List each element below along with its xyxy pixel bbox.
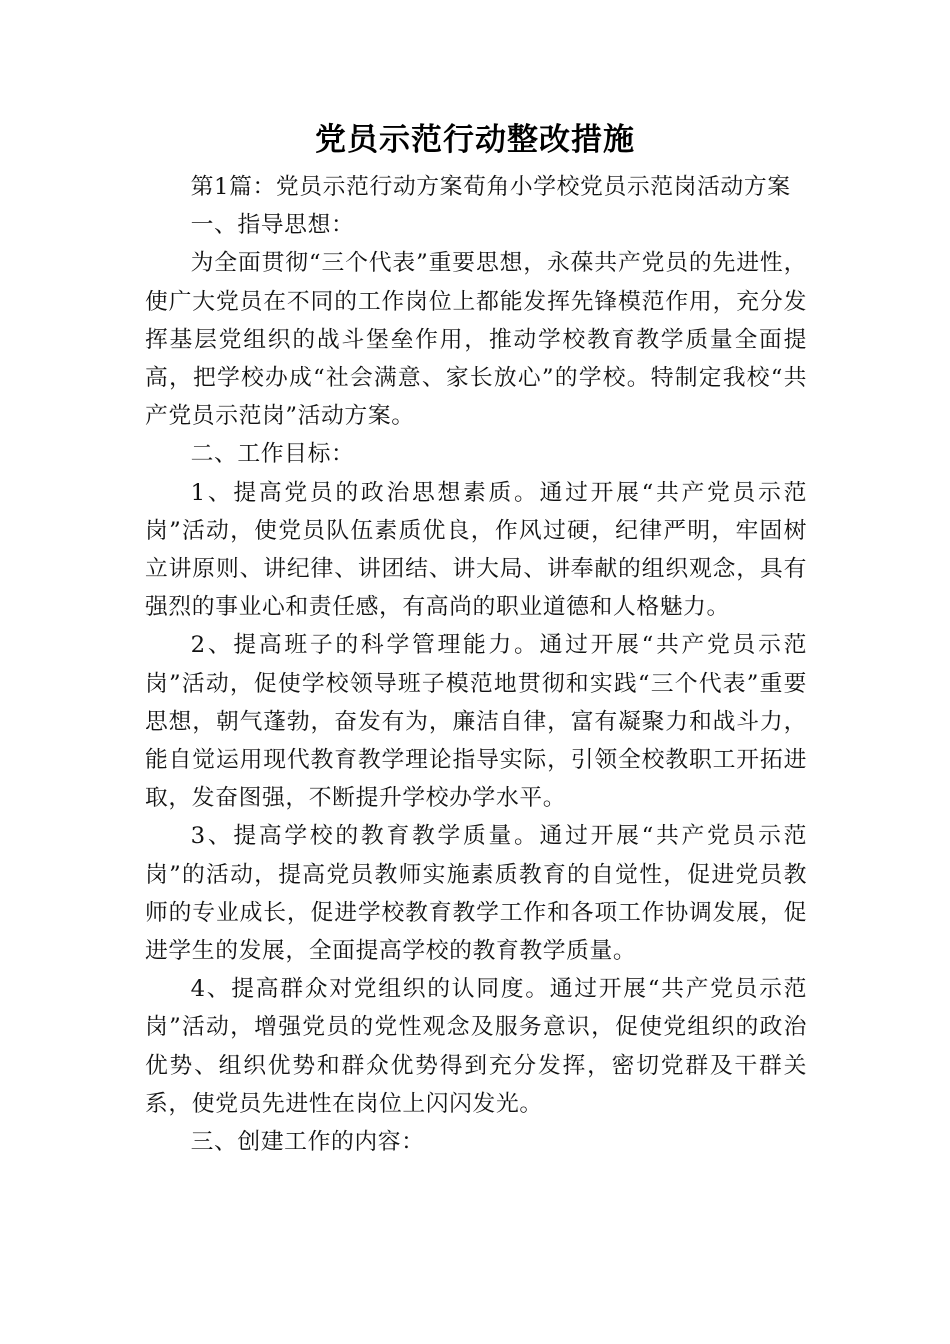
- paragraph-section-2-heading: 二、工作目标：: [190, 441, 355, 468]
- paragraph-section-3-heading: 三、创建工作的内容：: [190, 1129, 425, 1156]
- document-title: 党员示范行动整改措施: [315, 122, 635, 158]
- document-body: [145, 168, 807, 1161]
- paragraph-guiding-thought: 为全面贯彻“三个代表”重要思想，永葆共产党员的先进性，使广大党员在不同的工作岗位上都能发挥先锋模范作用，充分发挥基层党组织的战斗堡垒作用，推动学校教育教学质量全面提高，把学校办成“社会满意、家长放心”的学校。特制定我校“共产党员示范岗”活动方案。: [145, 250, 807, 430]
- paragraph-goal-1: 1、提高党员的政治思想素质。通过开展“共产党员示范岗”活动，使党员队伍素质优良，作风过硬，纪律严明，牢固树立讲原则、讲纪律、讲团结、讲大局、讲奉献的组织观念，具有强烈的事业心和责任感，有高尚的职业道德和人格魅力。: [145, 479, 807, 621]
- paragraph-goal-2: 2、提高班子的科学管理能力。通过开展“共产党员示范岗”活动，促使学校领导班子模范地贯彻和实践“三个代表”重要思想，朝气蓬勃，奋发有为，廉洁自律，富有凝聚力和战斗力，能自觉运用现代教育教学理论指导实际，引领全校教职工开拓进取，发奋图强，不断提升学校办学水平。: [145, 632, 807, 812]
- paragraph-goal-4: 4、提高群众对党组织的认同度。通过开展“共产党员示范岗”活动，增强党员的党性观念及服务意识，促使党组织的政治优势、组织优势和群众优势得到充分发挥，密切党群及干群关系，使党员先进性在岗位上闪闪发光。: [145, 976, 807, 1117]
- paragraph-goal-3: 3、提高学校的教育教学质量。通过开展“共产党员示范岗”的活动，提高党员教师实施素质教育的自觉性，促进党员教师的专业成长，促进学校教育教学工作和各项工作协调发展，促进学生的发展，全面提高学校的教育教学质量。: [145, 823, 807, 965]
- paragraph-part-heading: 第1篇：党员示范行动方案荀角小学校党员示范岗活动方案: [190, 174, 791, 200]
- paragraph-section-1-heading: 一、指导思想：: [190, 212, 355, 239]
